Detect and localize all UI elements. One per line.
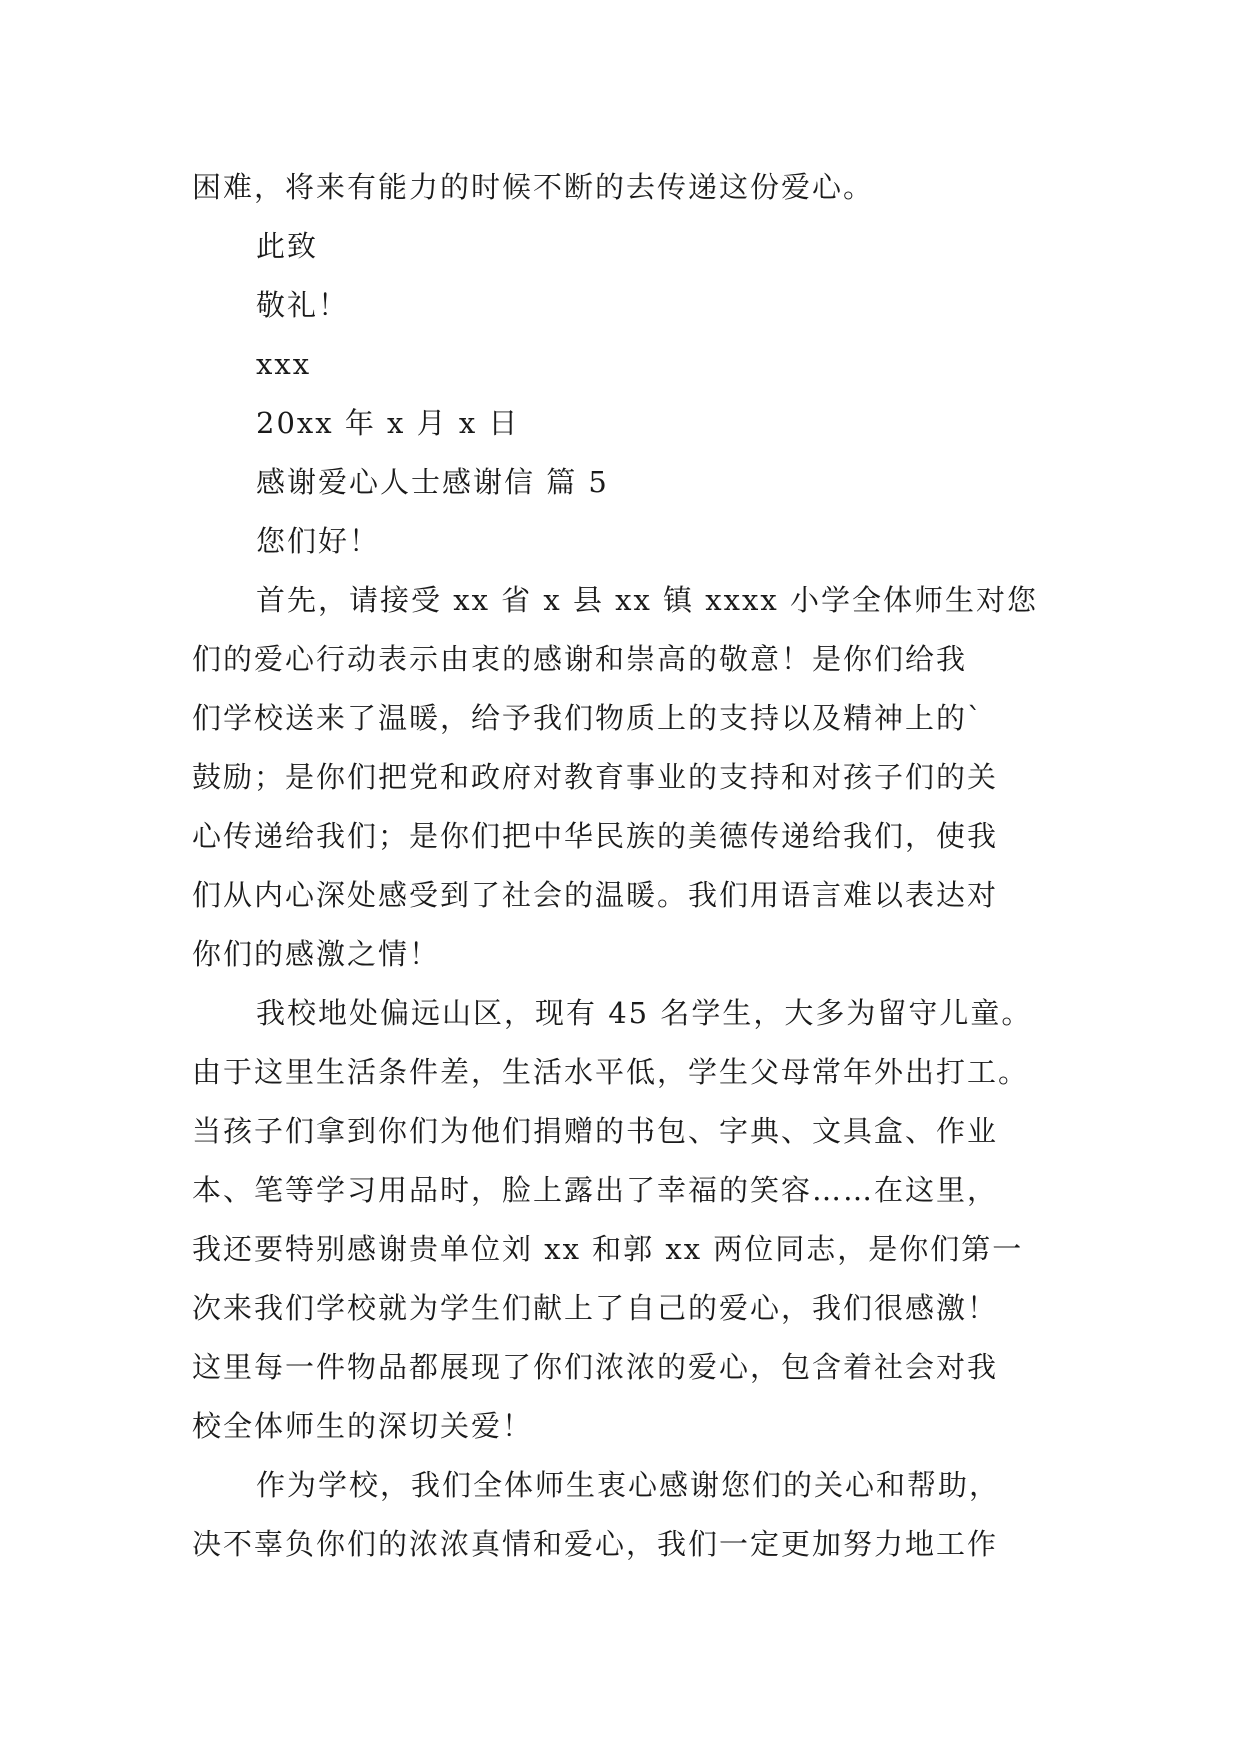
text-line: 你们的感激之情！ [192, 937, 441, 971]
text-line: 当孩子们拿到你们为他们捐赠的书包、字典、文具盒、作业 [192, 1114, 999, 1148]
section-title: 感谢爱心人士感谢信 篇 5 [256, 465, 609, 499]
text-line: 们的爱心行动表示由衷的感谢和崇高的敬意！是你们给我 [192, 642, 968, 676]
text-line: 决不辜负你们的浓浓真情和爱心，我们一定更加努力地工作 [192, 1527, 999, 1561]
text-line: 我还要特别感谢贵单位刘 xx 和郭 xx 两位同志，是你们第一 [192, 1232, 1024, 1266]
text-line: 心传递给我们；是你们把中华民族的美德传递给我们，使我 [192, 819, 999, 853]
letter-date: 20xx 年 x 月 x 日 [256, 406, 520, 440]
text-line: 本、笔等学习用品时，脸上露出了幸福的笑容……在这里， [192, 1173, 999, 1207]
text-line: 作为学校，我们全体师生衷心感谢您们的关心和帮助， [256, 1468, 1001, 1502]
greeting: 您们好！ [256, 524, 381, 558]
letter-body [192, 158, 1072, 1574]
text-line: 我校地处偏远山区，现有 45 名学生，大多为留守儿童。 [256, 996, 1033, 1030]
text-line: 鼓励；是你们把党和政府对教育事业的支持和对孩子们的关 [192, 760, 999, 794]
closing-line: 此致 [256, 229, 319, 263]
closing-salute: 敬礼！ [256, 288, 350, 322]
text-line: 困难，将来有能力的时候不断的去传递这份爱心。 [192, 170, 875, 204]
text-line: 由于这里生活条件差，生活水平低，学生父母常年外出打工。 [192, 1055, 1030, 1089]
text-line: 首先，请接受 xx 省 x 县 xx 镇 xxxx 小学全体师生对您 [256, 583, 1038, 617]
text-line: 们从内心深处感受到了社会的温暖。我们用语言难以表达对 [192, 878, 999, 912]
text-line: 校全体师生的深切关爱！ [192, 1409, 534, 1443]
text-line: 们学校送来了温暖，给予我们物质上的支持以及精神上的` [192, 701, 984, 735]
signature: xxx [256, 347, 312, 381]
text-line: 这里每一件物品都展现了你们浓浓的爱心，包含着社会对我 [192, 1350, 999, 1384]
text-line: 次来我们学校就为学生们献上了自己的爱心，我们很感激！ [192, 1291, 999, 1325]
